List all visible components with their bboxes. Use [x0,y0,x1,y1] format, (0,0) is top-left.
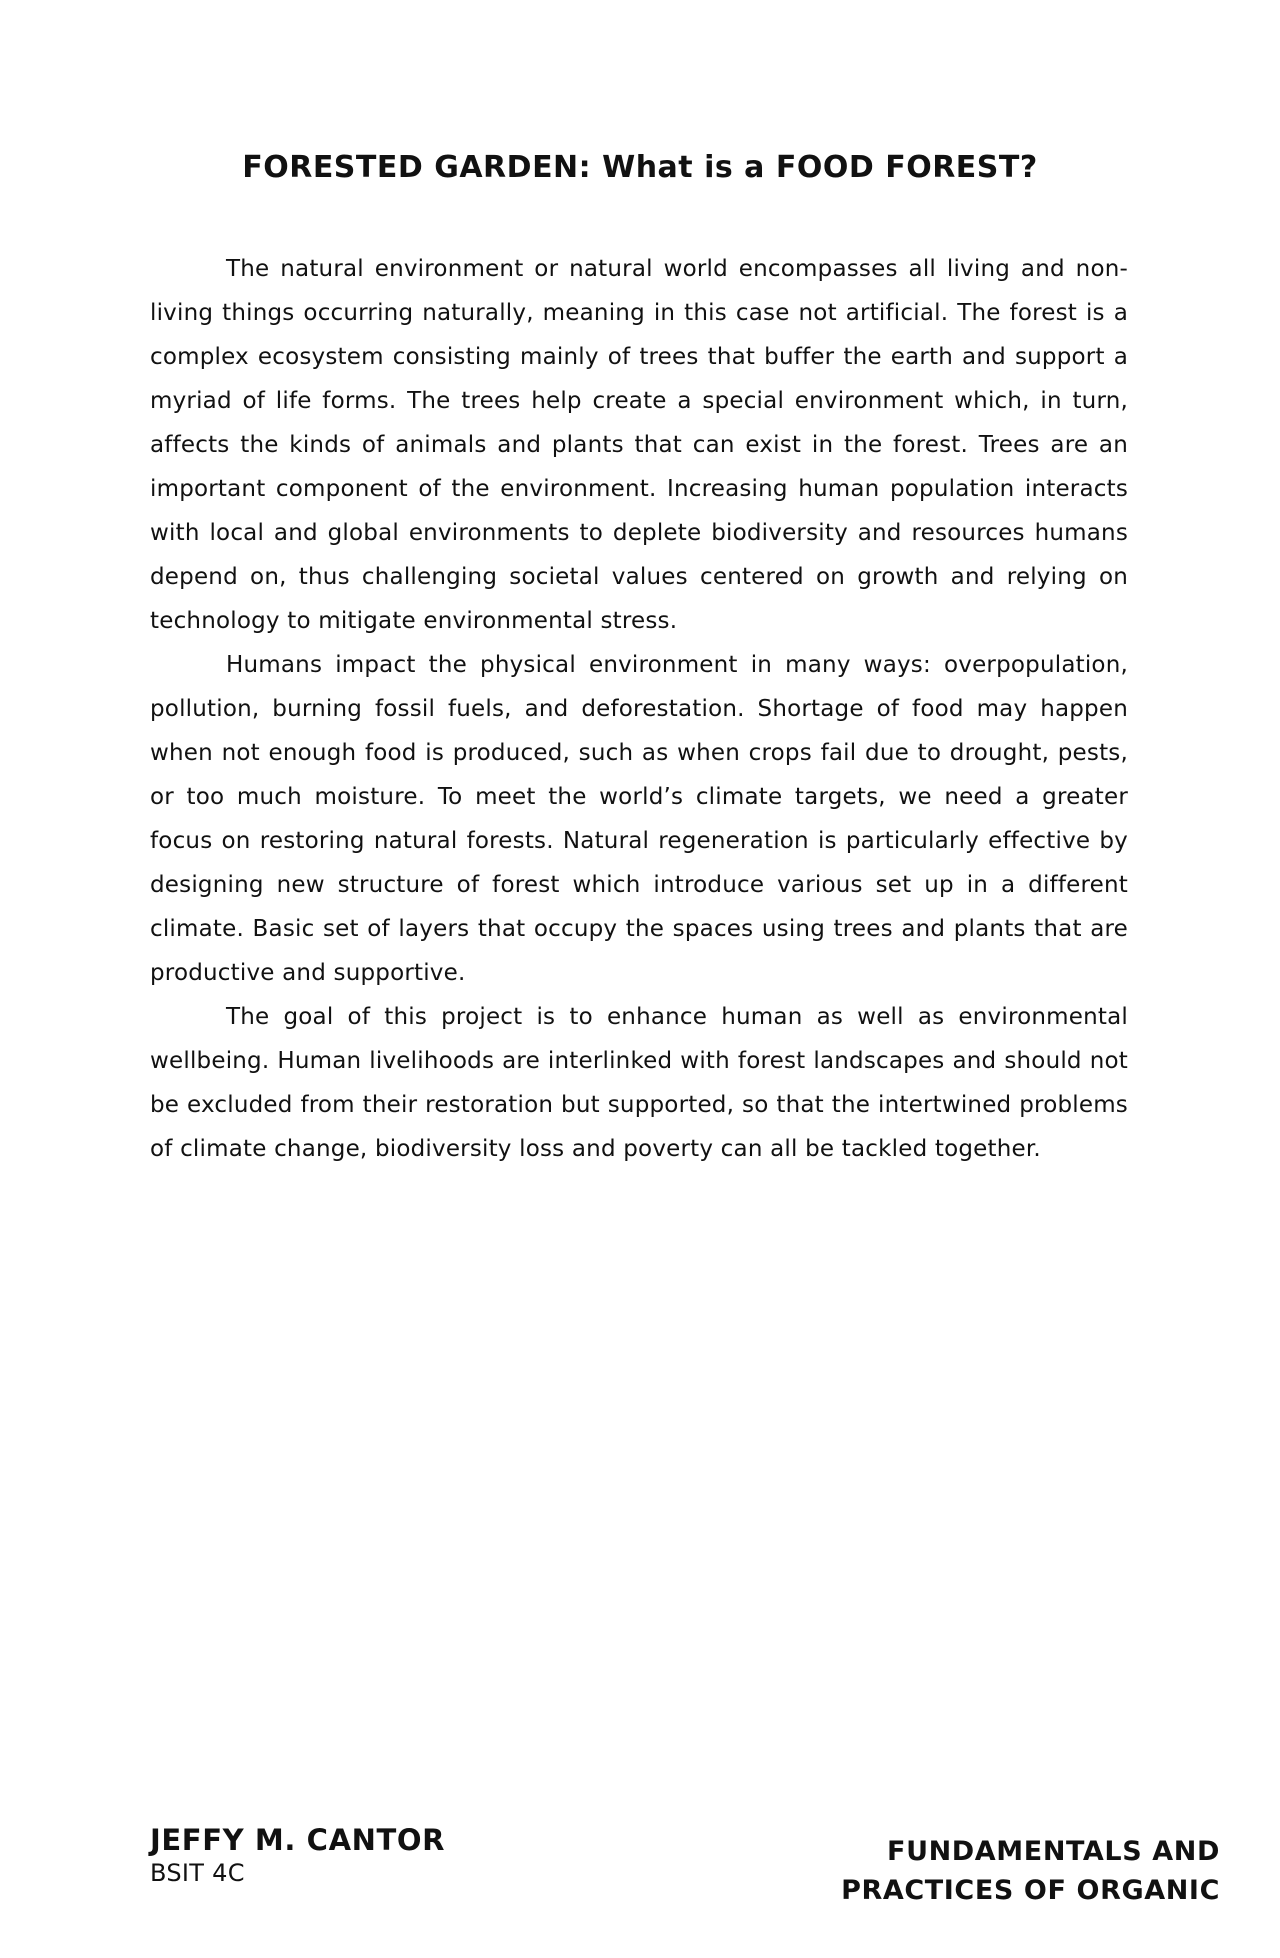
page-title: FORESTED GARDEN: What is a FOOD FOREST? [242,150,1038,185]
course-title-line-1: FUNDAMENTALS AND [887,1836,1220,1867]
paragraph-2: Humans impact the physical environment in many ways: overpopulation, pollution, burning fossil fuels, and deforestation. Shortage of food may happen when not enough food is produced, such as when crops fail due to drought, pests, or too much moisture. To meet the world’s climate targets, we need a greater focus on restoring natural forests. Natural regeneration is particularly effective by designing new structure of forest which introduce various set up in a different climate. Basic set of layers that occupy the spaces using trees and plants that are productive and supportive. [150,652,1128,986]
paragraph-1: The natural environment or natural world encompasses all living and non-living things occurring naturally, meaning in this case not artificial. The forest is a complex ecosystem consisting mainly of trees that buffer the earth and support a myriad of life forms. The trees help create a special environment which, in turn, affects the kinds of animals and plants that can exist in the forest. Trees are an important component of the environment. Increasing human population interacts with local and global environments to deplete biodiversity and resources humans depend on, thus challenging societal values centered on growth and relying on technology to mitigate environmental stress. [150,256,1128,634]
document-body [150,247,1128,1171]
author-name: JEFFY M. CANTOR [150,1823,446,1857]
author-block [150,1822,445,1888]
paragraph-3: The goal of this project is to enhance human as well as environmental wellbeing. Human livelihoods are interlinked with forest landscapes and should not be excluded from their restoration but supported, so that the intertwined problems of climate change, biodiversity loss and poverty can all be tackled together. [150,1004,1128,1162]
author-section: BSIT 4C [150,1859,245,1887]
course-title [780,1832,1220,1910]
course-title-line-2: PRACTICES OF ORGANIC [841,1875,1220,1906]
